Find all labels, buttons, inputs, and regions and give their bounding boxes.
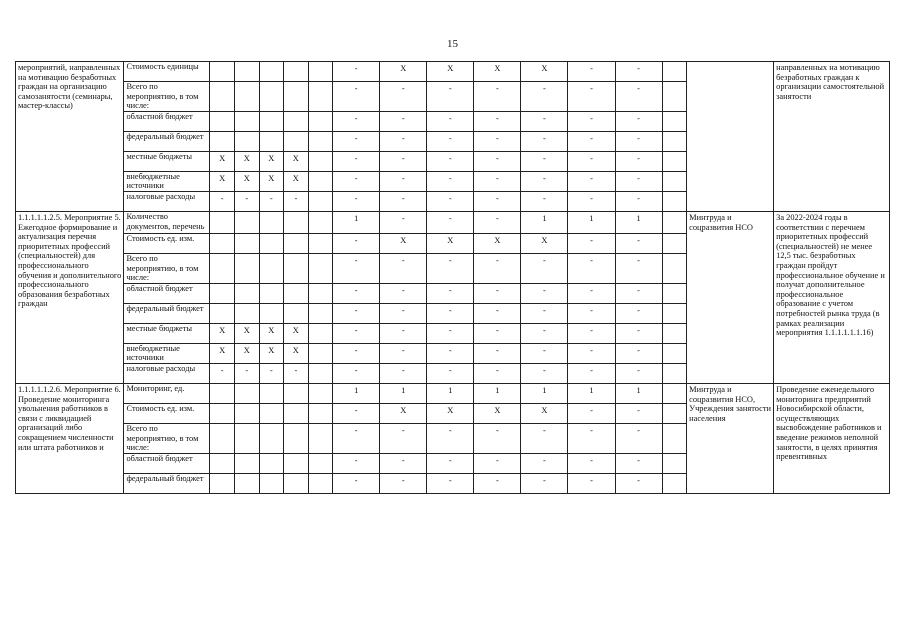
value-cell [210,82,235,112]
expected-result-cell: Проведение еженедельного мониторинга предприятий Новосибирской области, осуществляющих высвобождение работников и введение режимов неполной занятости, в целях принятия превентивных [774,383,890,493]
year-value-cell: 1 [521,211,568,233]
empty-cell [308,111,333,131]
year-value-cell: - [521,473,568,493]
year-value-cell: - [568,111,615,131]
year-value-cell: - [427,131,474,151]
empty-cell [662,253,687,283]
empty-cell [662,343,687,363]
year-value-cell: - [568,171,615,191]
empty-cell [662,151,687,171]
executor-cell [687,62,774,212]
year-value-cell: - [474,131,521,151]
year-value-cell: - [474,323,521,343]
value-cell: - [259,191,284,211]
value-cell [284,283,309,303]
year-value-cell: - [333,473,380,493]
year-value-cell: - [427,111,474,131]
year-value-cell: - [474,473,521,493]
value-cell [284,253,309,283]
year-value-cell: - [380,453,427,473]
value-cell: X [234,323,259,343]
indicator-cell: Количество документов, перечень [124,211,210,233]
year-value-cell: - [615,283,662,303]
year-value-cell: - [427,82,474,112]
empty-cell [662,473,687,493]
value-cell [259,111,284,131]
value-cell: X [210,171,235,191]
year-value-cell: - [521,131,568,151]
value-cell [234,253,259,283]
year-value-cell: - [333,111,380,131]
value-cell: - [284,191,309,211]
year-value-cell: 1 [380,383,427,403]
year-value-cell: - [521,423,568,453]
value-cell [234,131,259,151]
indicator-cell: Мониторинг, ед. [124,383,210,403]
year-value-cell: - [474,211,521,233]
indicator-cell: Стоимость единицы [124,62,210,82]
year-value-cell: - [474,283,521,303]
year-value-cell: - [333,191,380,211]
year-value-cell: - [568,303,615,323]
empty-cell [308,62,333,82]
year-value-cell: X [427,233,474,253]
value-cell [210,233,235,253]
year-value-cell: - [380,303,427,323]
value-cell [210,283,235,303]
indicator-cell: Всего по мероприятию, в том числе: [124,82,210,112]
year-value-cell: - [427,191,474,211]
year-value-cell: - [427,473,474,493]
year-value-cell: - [333,62,380,82]
value-cell [210,383,235,403]
year-value-cell: - [568,363,615,383]
year-value-cell: - [380,343,427,363]
year-value-cell: 1 [333,383,380,403]
year-value-cell: - [615,473,662,493]
year-value-cell: - [568,151,615,171]
year-value-cell: - [615,343,662,363]
value-cell [284,423,309,453]
value-cell [210,62,235,82]
empty-cell [662,403,687,423]
empty-cell [308,131,333,151]
year-value-cell: - [615,191,662,211]
indicator-cell: областной бюджет [124,111,210,131]
value-cell [210,453,235,473]
year-value-cell: - [568,403,615,423]
year-value-cell: - [615,131,662,151]
year-value-cell: - [615,253,662,283]
year-value-cell: - [474,343,521,363]
empty-cell [308,473,333,493]
value-cell [259,423,284,453]
empty-cell [662,171,687,191]
year-value-cell: 1 [521,383,568,403]
value-cell [210,473,235,493]
year-value-cell: - [333,253,380,283]
year-value-cell: - [568,253,615,283]
year-value-cell: - [521,191,568,211]
empty-cell [308,253,333,283]
empty-cell [662,283,687,303]
value-cell: X [210,343,235,363]
year-value-cell: - [615,303,662,323]
value-cell [234,62,259,82]
year-value-cell: - [333,323,380,343]
value-cell [259,62,284,82]
value-cell [234,383,259,403]
year-value-cell: - [568,453,615,473]
year-value-cell: - [427,211,474,233]
indicator-cell: федеральный бюджет [124,131,210,151]
measure-cell: 1.1.1.1.1.2.6. Мероприятие 6. Проведение мониторинга увольнения работников в связи с ликвидацией организаций либо сокращением численности или штата работников и [16,383,124,493]
year-value-cell: - [568,191,615,211]
year-value-cell: - [521,363,568,383]
value-cell [234,233,259,253]
empty-cell [662,211,687,233]
value-cell [259,303,284,323]
indicator-cell: Стоимость ед. изм. [124,233,210,253]
year-value-cell: - [615,62,662,82]
year-value-cell: - [474,191,521,211]
year-value-cell: - [568,233,615,253]
program-table [15,61,890,494]
year-value-cell: - [333,82,380,112]
empty-cell [662,111,687,131]
value-cell [284,453,309,473]
expected-result-cell: направленных на мотивацию безработных граждан к организации самостоятельной занятости [774,62,890,212]
year-value-cell: - [474,363,521,383]
year-value-cell: - [568,62,615,82]
year-value-cell: - [474,151,521,171]
year-value-cell: - [474,171,521,191]
year-value-cell: - [380,253,427,283]
value-cell: X [259,323,284,343]
year-value-cell: - [521,283,568,303]
value-cell: X [234,343,259,363]
year-value-cell: X [427,403,474,423]
empty-cell [308,423,333,453]
value-cell [259,473,284,493]
value-cell [210,131,235,151]
year-value-cell: - [615,82,662,112]
empty-cell [308,283,333,303]
indicator-cell: внебюджетные источники [124,343,210,363]
year-value-cell: - [333,233,380,253]
year-value-cell: - [615,171,662,191]
year-value-cell: - [521,151,568,171]
empty-cell [662,233,687,253]
year-value-cell: - [521,253,568,283]
empty-cell [308,453,333,473]
empty-cell [662,453,687,473]
year-value-cell: - [568,131,615,151]
year-value-cell: - [333,343,380,363]
indicator-cell: местные бюджеты [124,323,210,343]
year-value-cell: - [333,363,380,383]
year-value-cell: - [333,171,380,191]
year-value-cell: - [380,473,427,493]
empty-cell [308,211,333,233]
empty-cell [308,383,333,403]
year-value-cell: - [427,171,474,191]
year-value-cell: - [333,303,380,323]
table-row [16,383,890,403]
year-value-cell: - [474,111,521,131]
table-row [16,211,890,233]
indicator-cell: Стоимость ед. изм. [124,403,210,423]
value-cell [234,111,259,131]
year-value-cell: - [427,253,474,283]
value-cell [284,473,309,493]
year-value-cell: 1 [333,211,380,233]
executor-cell: Минтруда и соцразвития НСО, Учреждения занятости населения [687,383,774,493]
year-value-cell: - [615,111,662,131]
empty-cell [308,233,333,253]
empty-cell [662,82,687,112]
value-cell [259,82,284,112]
year-value-cell: - [521,82,568,112]
value-cell [210,303,235,323]
year-value-cell: - [615,323,662,343]
executor-cell: Минтруда и соцразвития НСО [687,211,774,383]
year-value-cell: - [521,453,568,473]
year-value-cell: - [615,423,662,453]
year-value-cell: - [521,171,568,191]
indicator-cell: Всего по мероприятию, в том числе: [124,253,210,283]
value-cell: X [234,171,259,191]
indicator-cell: налоговые расходы [124,191,210,211]
value-cell [259,131,284,151]
value-cell: X [259,151,284,171]
year-value-cell: - [380,323,427,343]
empty-cell [308,343,333,363]
year-value-cell: - [380,423,427,453]
year-value-cell: - [427,423,474,453]
year-value-cell: - [380,363,427,383]
value-cell: - [259,363,284,383]
value-cell [259,453,284,473]
year-value-cell: - [568,283,615,303]
empty-cell [308,403,333,423]
measure-cell: мероприятий, направленных на мотивацию безработных граждан на организацию самозанятости (семинары, мастер-классы) [16,62,124,212]
year-value-cell: - [568,323,615,343]
value-cell: X [284,171,309,191]
value-cell [284,211,309,233]
year-value-cell: X [380,403,427,423]
year-value-cell: - [380,82,427,112]
empty-cell [308,363,333,383]
value-cell [284,82,309,112]
value-cell [234,473,259,493]
empty-cell [662,383,687,403]
year-value-cell: - [427,323,474,343]
indicator-cell: федеральный бюджет [124,473,210,493]
indicator-cell: федеральный бюджет [124,303,210,323]
indicator-cell: Всего по мероприятию, в том числе: [124,423,210,453]
year-value-cell: - [615,233,662,253]
value-cell [259,383,284,403]
year-value-cell: - [427,343,474,363]
value-cell [284,303,309,323]
year-value-cell: 1 [615,383,662,403]
value-cell [234,211,259,233]
value-cell [210,253,235,283]
value-cell [284,131,309,151]
year-value-cell: - [333,423,380,453]
year-value-cell: - [521,303,568,323]
year-value-cell: 1 [568,211,615,233]
value-cell [284,111,309,131]
page-number: 15 [447,38,458,50]
year-value-cell: - [427,283,474,303]
indicator-cell: областной бюджет [124,453,210,473]
empty-cell [308,171,333,191]
year-value-cell: - [521,111,568,131]
value-cell [259,253,284,283]
indicator-cell: местные бюджеты [124,151,210,171]
year-value-cell: X [521,403,568,423]
value-cell [259,211,284,233]
value-cell [284,403,309,423]
value-cell: X [284,323,309,343]
value-cell [259,233,284,253]
year-value-cell: - [333,283,380,303]
empty-cell [308,82,333,112]
expected-result-cell: За 2022-2024 годы в соответствии с перечнем приоритетных профессий (специальностей) не менее 12,5 тыс. безработных граждан пройдут профессиональное обучение и получат дополнительное профессиональное образование с учетом потребностей рынка труда (в рамках реализации мероприятия 1.1.1.1.1.1.16) [774,211,890,383]
table-row [16,62,890,82]
year-value-cell: - [333,453,380,473]
value-cell: X [210,151,235,171]
empty-cell [662,423,687,453]
year-value-cell: - [427,151,474,171]
value-cell: X [284,343,309,363]
year-value-cell: - [615,151,662,171]
empty-cell [662,303,687,323]
indicator-cell: налоговые расходы [124,363,210,383]
measure-cell: 1.1.1.1.1.2.5. Мероприятие 5. Ежегодное формирование и актуализация перечня приоритетных профессий (специальностей) для профессионального обучения и дополнительного профессионального образования безработных граждан [16,211,124,383]
year-value-cell: - [380,191,427,211]
year-value-cell: - [568,423,615,453]
empty-cell [662,191,687,211]
value-cell [234,303,259,323]
year-value-cell: - [474,253,521,283]
empty-cell [662,323,687,343]
year-value-cell: X [474,62,521,82]
year-value-cell: - [427,453,474,473]
value-cell [234,82,259,112]
year-value-cell: - [380,131,427,151]
year-value-cell: - [568,473,615,493]
indicator-cell: областной бюджет [124,283,210,303]
year-value-cell: - [521,343,568,363]
value-cell: - [284,363,309,383]
year-value-cell: 1 [568,383,615,403]
value-cell [210,211,235,233]
year-value-cell: - [333,151,380,171]
value-cell [234,403,259,423]
year-value-cell: X [474,403,521,423]
year-value-cell: - [474,82,521,112]
year-value-cell: 1 [615,211,662,233]
empty-cell [662,363,687,383]
year-value-cell: X [380,233,427,253]
year-value-cell: - [380,151,427,171]
value-cell [210,423,235,453]
value-cell [210,403,235,423]
value-cell [284,62,309,82]
year-value-cell: - [615,453,662,473]
value-cell: X [210,323,235,343]
year-value-cell: 1 [474,383,521,403]
empty-cell [308,151,333,171]
year-value-cell: - [427,363,474,383]
value-cell: X [259,343,284,363]
value-cell [284,383,309,403]
year-value-cell: - [615,403,662,423]
year-value-cell: - [333,131,380,151]
value-cell: - [234,191,259,211]
value-cell [234,283,259,303]
year-value-cell: - [615,363,662,383]
value-cell [259,403,284,423]
year-value-cell: 1 [427,383,474,403]
year-value-cell: - [568,82,615,112]
year-value-cell: - [380,283,427,303]
year-value-cell: - [568,343,615,363]
value-cell: - [234,363,259,383]
year-value-cell: X [521,233,568,253]
year-value-cell: - [427,303,474,323]
value-cell: X [234,151,259,171]
value-cell [210,111,235,131]
value-cell [284,233,309,253]
year-value-cell: - [474,423,521,453]
empty-cell [308,303,333,323]
empty-cell [662,131,687,151]
year-value-cell: - [474,453,521,473]
value-cell [234,423,259,453]
value-cell [234,453,259,473]
value-cell: - [210,363,235,383]
year-value-cell: X [521,62,568,82]
year-value-cell: X [380,62,427,82]
year-value-cell: X [474,233,521,253]
empty-cell [308,191,333,211]
year-value-cell: - [380,171,427,191]
value-cell: X [259,171,284,191]
empty-cell [662,62,687,82]
year-value-cell: - [521,323,568,343]
year-value-cell: - [474,303,521,323]
value-cell [259,283,284,303]
indicator-cell: внебюджетные источники [124,171,210,191]
year-value-cell: - [380,211,427,233]
value-cell: - [210,191,235,211]
year-value-cell: - [333,403,380,423]
value-cell: X [284,151,309,171]
year-value-cell: - [380,111,427,131]
year-value-cell: X [427,62,474,82]
empty-cell [308,323,333,343]
